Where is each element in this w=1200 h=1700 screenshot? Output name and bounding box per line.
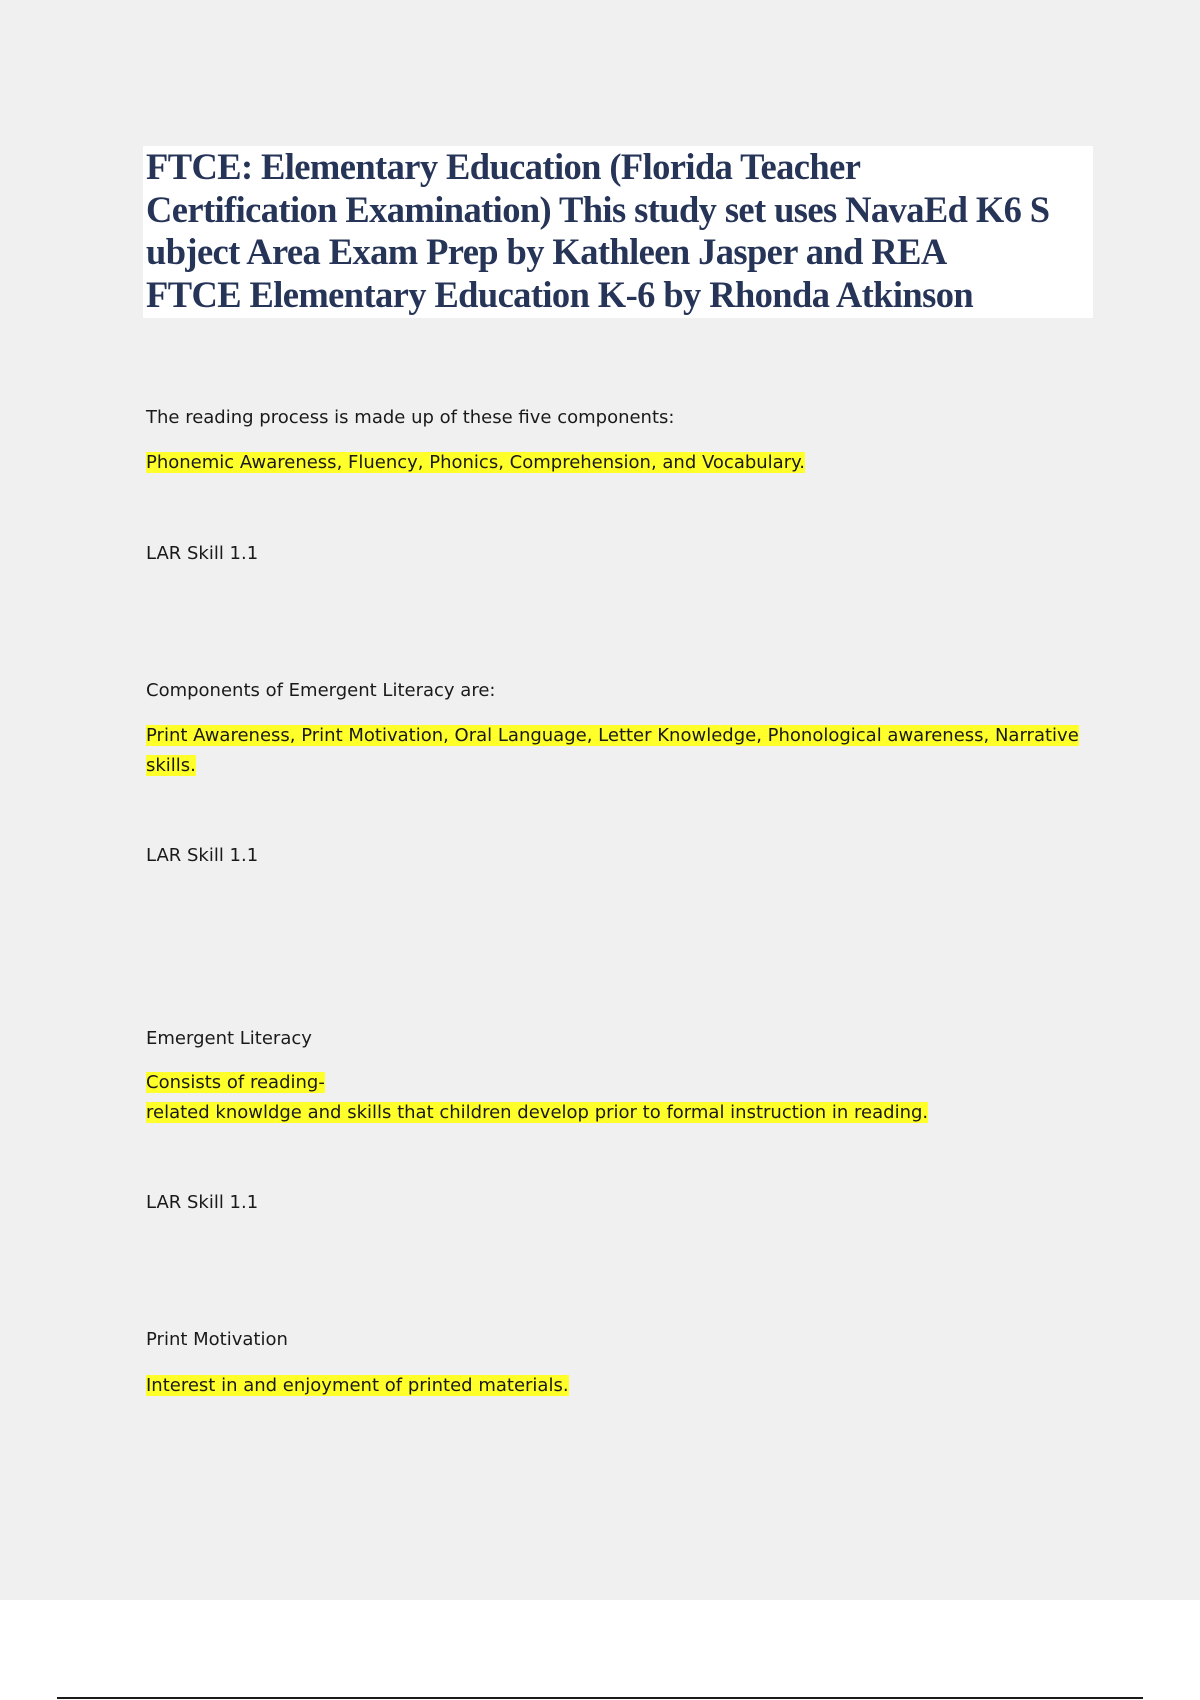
card-term: Print Motivation — [146, 1329, 288, 1350]
document-title — [143, 146, 1093, 316]
highlighted-definition: Interest in and enjoyment of printed materials. — [146, 1375, 569, 1396]
title-line: FTCE Elementary Education K-6 by Rhonda Atkinson — [146, 273, 974, 315]
highlighted-definition: Phonemic Awareness, Fluency, Phonics, Comprehension, and Vocabulary. — [146, 452, 805, 473]
highlighted-definition: related knowldge and skills that children develop prior to formal instruction in reading. — [146, 1102, 929, 1123]
card-term: Components of Emergent Literacy are: — [146, 680, 496, 701]
card-term: The reading process is made up of these five components: — [146, 407, 675, 428]
card-definition — [146, 448, 805, 478]
page-divider — [57, 1697, 1143, 1699]
card-definition — [146, 1068, 325, 1098]
highlighted-definition: Print Awareness, Print Motivation, Oral Language, Letter Knowledge, Phonological awareness, Narrative — [146, 725, 1079, 746]
title-box — [143, 146, 1093, 318]
card-definition — [146, 1371, 569, 1401]
skill-label: LAR Skill 1.1 — [146, 845, 259, 866]
title-line: Certification Examination) This study set uses NavaEd K6 S — [146, 188, 1050, 230]
highlighted-definition: skills. — [146, 755, 196, 776]
card-definition — [146, 751, 196, 781]
title-line: FTCE: Elementary Education (Florida Teacher — [146, 146, 861, 187]
card-definition — [146, 721, 1079, 751]
highlighted-definition: Consists of reading- — [146, 1072, 325, 1093]
skill-label: LAR Skill 1.1 — [146, 543, 259, 564]
title-line: ubject Area Exam Prep by Kathleen Jasper and REA — [146, 231, 947, 272]
card-term: Emergent Literacy — [146, 1028, 312, 1049]
skill-label: LAR Skill 1.1 — [146, 1192, 259, 1213]
card-definition — [146, 1098, 928, 1128]
